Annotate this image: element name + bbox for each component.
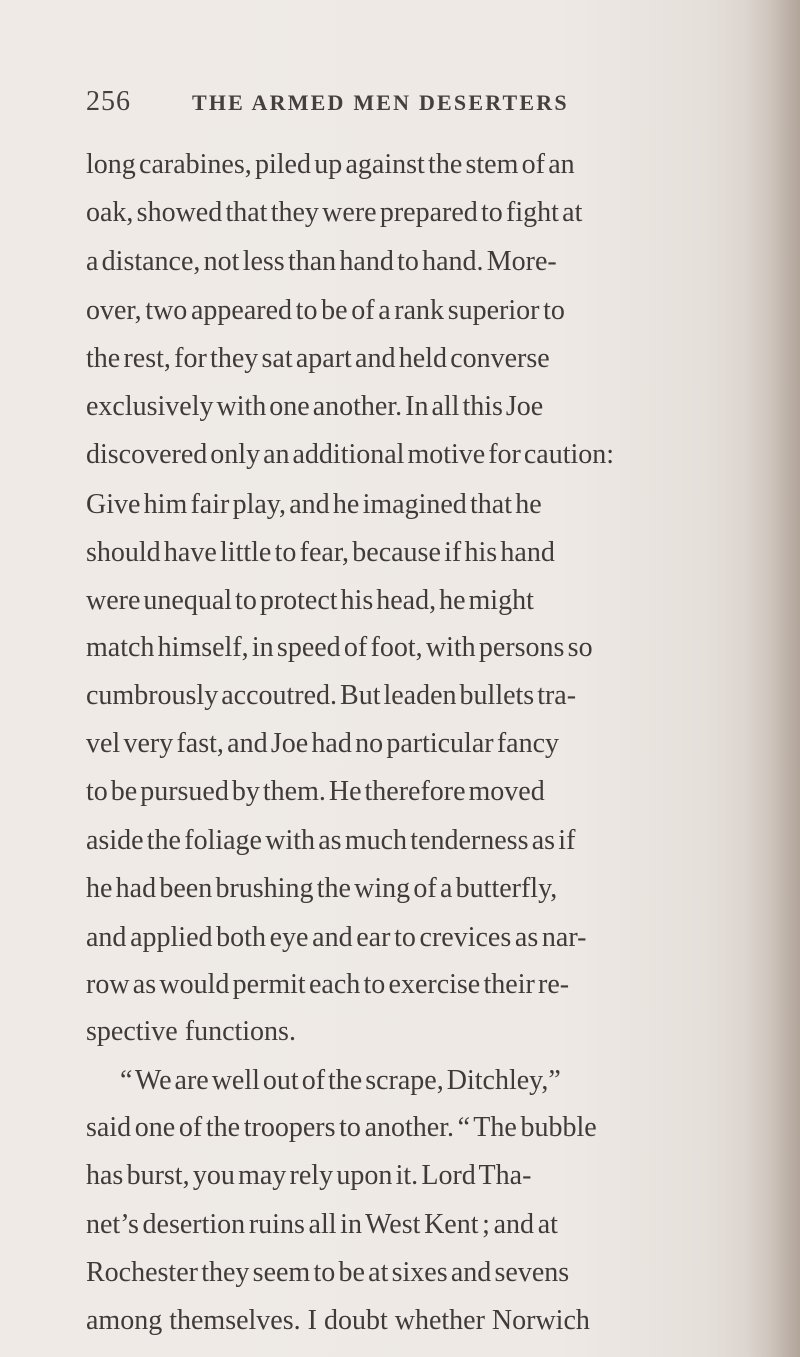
text-line: the rest, for they sat apart and held converse — [86, 343, 550, 374]
text-line: aside the foliage with as much tenderness as if — [86, 825, 576, 856]
text-line: were unequal to protect his head, he might — [86, 585, 534, 616]
page-number: 256 — [86, 86, 131, 117]
text-line: exclusively with one another. In all this Joe — [86, 391, 544, 422]
text-line: a distance, not less than hand to hand. More- — [86, 246, 557, 277]
text-line: vel very fast, and Joe had no particular fancy — [86, 728, 560, 759]
text-line: Give him fair play, and he imagined that he — [86, 489, 542, 520]
text-line: match himself, in speed of foot, with persons so — [86, 632, 593, 663]
running-title: THE ARMED MEN DESERTERS — [192, 90, 569, 115]
text-line: row as would permit each to exercise their re- — [86, 969, 570, 1000]
text-line: long carabines, piled up against the stem of an — [86, 149, 575, 180]
text-line: oak, showed that they were prepared to fight at — [86, 197, 583, 228]
text-line: Rochester they seem to be at sixes and sevens — [86, 1257, 570, 1288]
text-line: discovered only an additional motive for caution: — [86, 439, 615, 470]
text-line: “ We are well out of the scrape, Ditchley,” — [120, 1065, 561, 1096]
text-line: to be pursued by them. He therefore moved — [86, 776, 545, 807]
text-line: said one of the troopers to another. “ The bubble — [86, 1112, 597, 1143]
text-line: has burst, you may rely upon it. Lord Tha- — [86, 1160, 532, 1191]
text-line: net’s desertion ruins all in West Kent ; and at — [86, 1209, 558, 1240]
text-line: over, two appeared to be of a rank superior to — [86, 295, 565, 326]
text-line: he had been brushing the wing of a butterfly, — [86, 873, 558, 904]
text-line: should have little to fear, because if his hand — [86, 537, 555, 568]
text-line: cumbrously accoutred. But leaden bullets tra- — [86, 680, 577, 711]
text-line: spective functions. — [86, 1016, 296, 1047]
text-line: and applied both eye and ear to crevices as nar- — [86, 922, 587, 953]
text-line: among themselves. I doubt whether Norwich — [86, 1305, 590, 1336]
